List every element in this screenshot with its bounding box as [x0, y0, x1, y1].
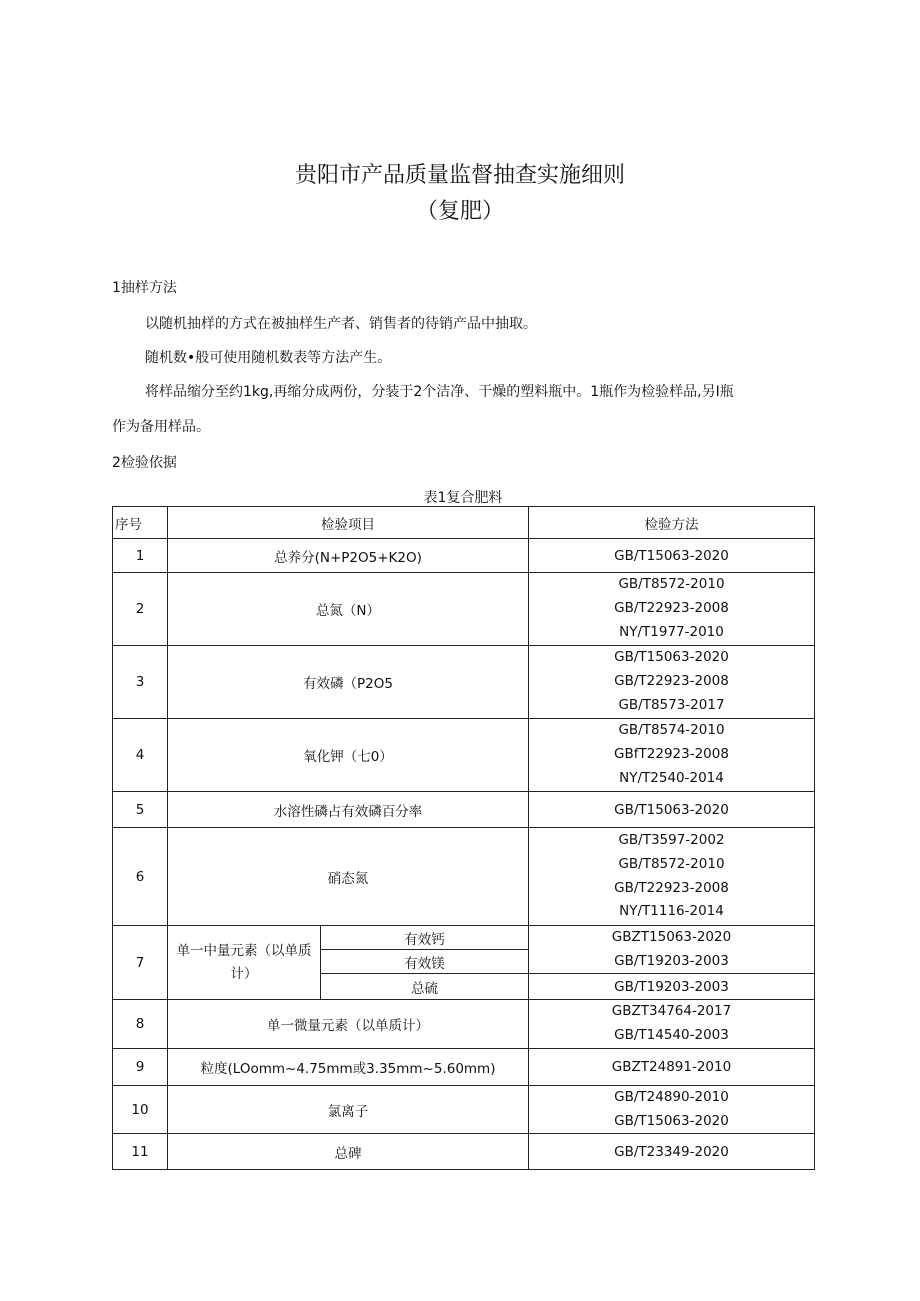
row-methods [529, 926, 815, 974]
method-line: NY/T2540-2014 [619, 769, 724, 786]
table-row [113, 792, 815, 828]
table-row [113, 719, 815, 792]
row-methods [529, 719, 815, 792]
method-line: GB/T14540-2003 [614, 1027, 729, 1044]
row-methods [529, 1000, 815, 1048]
method-line: GB/T24890-2010 [614, 1088, 729, 1105]
page-subtitle: （复肥） [415, 199, 504, 224]
method-line: GB/T15063-2020 [614, 649, 729, 666]
method-line: GB/T8574-2010 [618, 722, 725, 739]
row-item: 水溶性磷占有效磷百分率 [168, 792, 529, 828]
method-line: GB/T22923-2008 [614, 600, 729, 617]
method-line: GBZT15063-2020 [611, 929, 732, 945]
row-methods [529, 646, 815, 719]
table-row [113, 926, 815, 950]
row-item: 有效磷（P2O5 [168, 646, 529, 719]
row-methods [529, 828, 815, 926]
row-no: 3 [113, 646, 168, 719]
section-1-heading: 1抽样方法 [112, 280, 177, 296]
row-no: 6 [113, 828, 168, 926]
page-title: 贵阳市产品质量监督抽查实施细则 [294, 163, 625, 188]
row-item: 总氮（N） [168, 573, 529, 646]
row-item: 总碑 [168, 1134, 529, 1170]
paragraph-2: 随机数•般可使用随机数表等方法产生。 [145, 350, 392, 366]
row-item: 硝态氮 [168, 828, 529, 926]
table-row [113, 1000, 815, 1048]
method-line: GB/T22923-2008 [614, 673, 729, 690]
table-row [113, 573, 815, 646]
table-row [113, 1085, 815, 1133]
method-line: GB/T15063-2020 [614, 1112, 729, 1129]
header-method: 检验方法 [529, 507, 815, 539]
header-no: 序号 [113, 507, 168, 539]
row-methods [529, 573, 815, 646]
method-line: GB/T22923-2008 [614, 879, 729, 896]
paragraph-3: 将样品缩分至约1kg,再缩分成两份，分装于2个洁净、干燥的塑料瓶中。1瓶作为检验样品,另I瓶 [145, 384, 734, 400]
row-no: 2 [113, 573, 168, 646]
method-line: GB/T19203-2003 [614, 952, 729, 969]
row-method: GB/T23349-2020 [529, 1134, 815, 1170]
row-subitem: 有效钙 [321, 926, 529, 950]
method-line: GBfT22923-2008 [614, 746, 729, 763]
method-line: NY/T1116-2014 [619, 903, 724, 920]
method-line: GB/T8573-2017 [618, 696, 725, 713]
row-subitem: 有效镁 [321, 950, 529, 974]
row-no: 5 [113, 792, 168, 828]
paragraph-1: 以随机抽样的方式在被抽样生产者、销售者的待销产品中抽取。 [145, 316, 537, 332]
row-item: 单一微量元素（以单质计） [168, 1000, 529, 1048]
header-item: 检验项目 [168, 507, 529, 539]
table-row [113, 1134, 815, 1170]
row-no: 11 [113, 1134, 168, 1170]
row-item: 氧化钾（七0） [168, 719, 529, 792]
row-method: GB/T19203-2003 [529, 974, 815, 1000]
row-item: 氯离子 [168, 1085, 529, 1133]
row-group-item: 单一中量元素（以单质计） [168, 926, 321, 1000]
row-item: 总养分(N+P2O5+K2O) [168, 539, 529, 573]
method-line: GBZT34764-2017 [611, 1003, 732, 1020]
table-header-row [113, 507, 815, 539]
row-no: 7 [113, 926, 168, 1000]
method-line: GB/T8572-2010 [618, 576, 725, 593]
table-row [113, 1048, 815, 1085]
row-method: GB/T15063-2020 [529, 539, 815, 573]
row-method: GB/T15063-2020 [529, 792, 815, 828]
table-caption: 表1复合肥料 [423, 490, 503, 506]
inspection-table [112, 506, 815, 1170]
method-line: NY/T1977-2010 [619, 623, 724, 640]
row-methods [529, 1085, 815, 1133]
paragraph-3-continued: 作为备用样品。 [112, 419, 210, 435]
row-no: 1 [113, 539, 168, 573]
row-item: 粒度(LOomm~4.75mm或3.35mm~5.60mm) [168, 1048, 529, 1085]
table-row [113, 646, 815, 719]
row-no: 10 [113, 1085, 168, 1133]
table-row [113, 539, 815, 573]
method-line: GB/T8572-2010 [618, 855, 725, 872]
row-subitem: 总硫 [321, 974, 529, 1000]
method-line: GB/T3597-2002 [618, 832, 725, 849]
row-no: 9 [113, 1048, 168, 1085]
row-no: 8 [113, 1000, 168, 1048]
row-no: 4 [113, 719, 168, 792]
row-method: GBZT24891-2010 [529, 1048, 815, 1085]
table-row [113, 828, 815, 926]
section-2-heading: 2检验依据 [112, 455, 177, 471]
